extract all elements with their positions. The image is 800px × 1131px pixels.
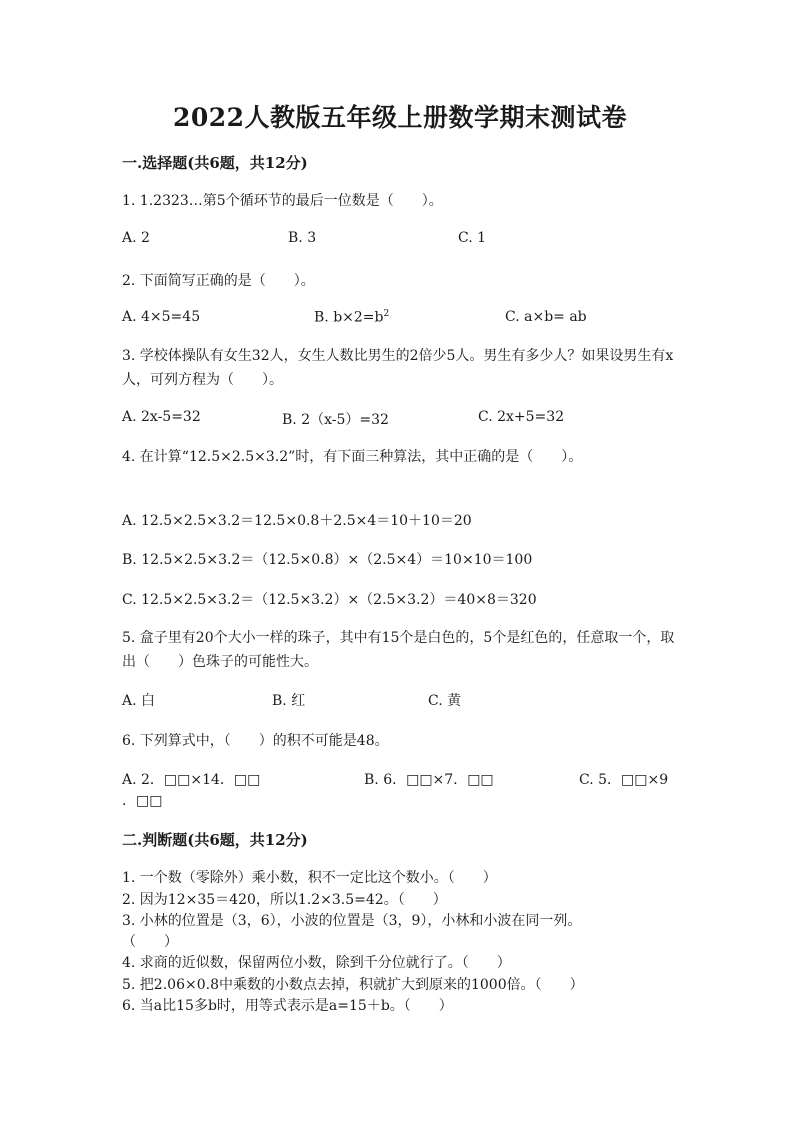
judgment-item-3-continued: （ ）: [122, 934, 178, 950]
question-5: 5. 盒子里有20个大小一样的珠子，其中有15个是白色的，5个是红色的，任意取一个，取出（ ）色珠子的可能性大。: [122, 630, 675, 670]
judgment-item-5: 5. 把2.06×0.8中乘数的小数点去掉，积就扩大到原来的1000倍。（ ）: [122, 977, 584, 993]
q5-option-a: A. 白: [122, 693, 156, 709]
judgment-item-1: 1. 一个数（零除外）乘小数，积不一定比这个数小。（ ）: [122, 870, 497, 886]
q2-option-b: B. $b\times 2=b^2$: [314, 309, 390, 326]
judgment-item-4: 4. 求商的近似数，保留两位小数，除到千分位就行了。（ ）: [122, 955, 511, 971]
page-title: 2022人教版五年级上册数学期末测试卷: [172, 103, 628, 132]
q4-option-a: A. 12.5×2.5×3.2＝12.5×0.8＋2.5×4＝10＋10＝20: [122, 513, 472, 529]
q6-option-c: C. 5．□□×9: [579, 772, 669, 788]
q5-option-b: B. 红: [272, 693, 306, 709]
q6-option-b: B. 6．□□×7．□□: [364, 772, 494, 788]
q6-option-a: A. 2．□□×14．□□: [122, 772, 261, 788]
q1-option-b: B. 3: [288, 230, 317, 246]
q1-option-a: A. 2: [122, 230, 150, 246]
q4-option-b: B. 12.5×2.5×3.2＝（12.5×0.8）×（2.5×4）＝10×10＝100: [122, 552, 533, 568]
q6-option-c-continued: ．□□: [122, 793, 163, 809]
question-1: 1. 1.2323…第5个循环节的最后一位数是（ ）。: [122, 193, 443, 209]
q1-option-c: C. 1: [458, 230, 487, 246]
question-6: 6. 下列算式中，（ ）的积不可能是48。: [122, 733, 389, 749]
q4-option-c: C. 12.5×2.5×3.2＝（12.5×3.2）×（2.5×3.2）＝40×8＝320: [122, 592, 537, 608]
question-4: 4. 在计算“12.5×2.5×3.2”时，有下面三种算法，其中正确的是（ ）。: [122, 449, 583, 465]
q3-option-b: B. 2（x-5）=32: [282, 412, 389, 428]
question-3: 3. 学校体操队有女生32人，女生人数比男生的2倍少5人。男生有多少人？如果设男生有x人，可列方程为（ ）。: [122, 348, 674, 388]
section-heading-judgment: 二.判断题(共6题，共12分): [122, 831, 308, 849]
question-2: 2. 下面简写正确的是（ ）。: [122, 273, 315, 289]
q2-option-a: A. 4×5=45: [122, 309, 201, 325]
q5-option-c: C. 黄: [428, 693, 462, 709]
q3-option-a: A. 2x-5=32: [122, 409, 201, 425]
judgment-item-6: 6. 当a比15多b时，用等式表示是a=15＋b。（ ）: [122, 998, 453, 1014]
superscript: 2: [383, 309, 390, 319]
judgment-item-3: 3. 小林的位置是（3，6），小波的位置是（3，9），小林和小波在同一列。: [122, 913, 582, 929]
section-heading-choice: 一.选择题(共6题，共12分): [122, 154, 308, 172]
q2-option-c: C. a×b= ab: [505, 309, 587, 325]
judgment-item-2: 2. 因为12×35＝420，所以1.2×3.5=42。（ ）: [122, 892, 447, 908]
q3-option-c: C. 2x+5=32: [478, 409, 565, 425]
